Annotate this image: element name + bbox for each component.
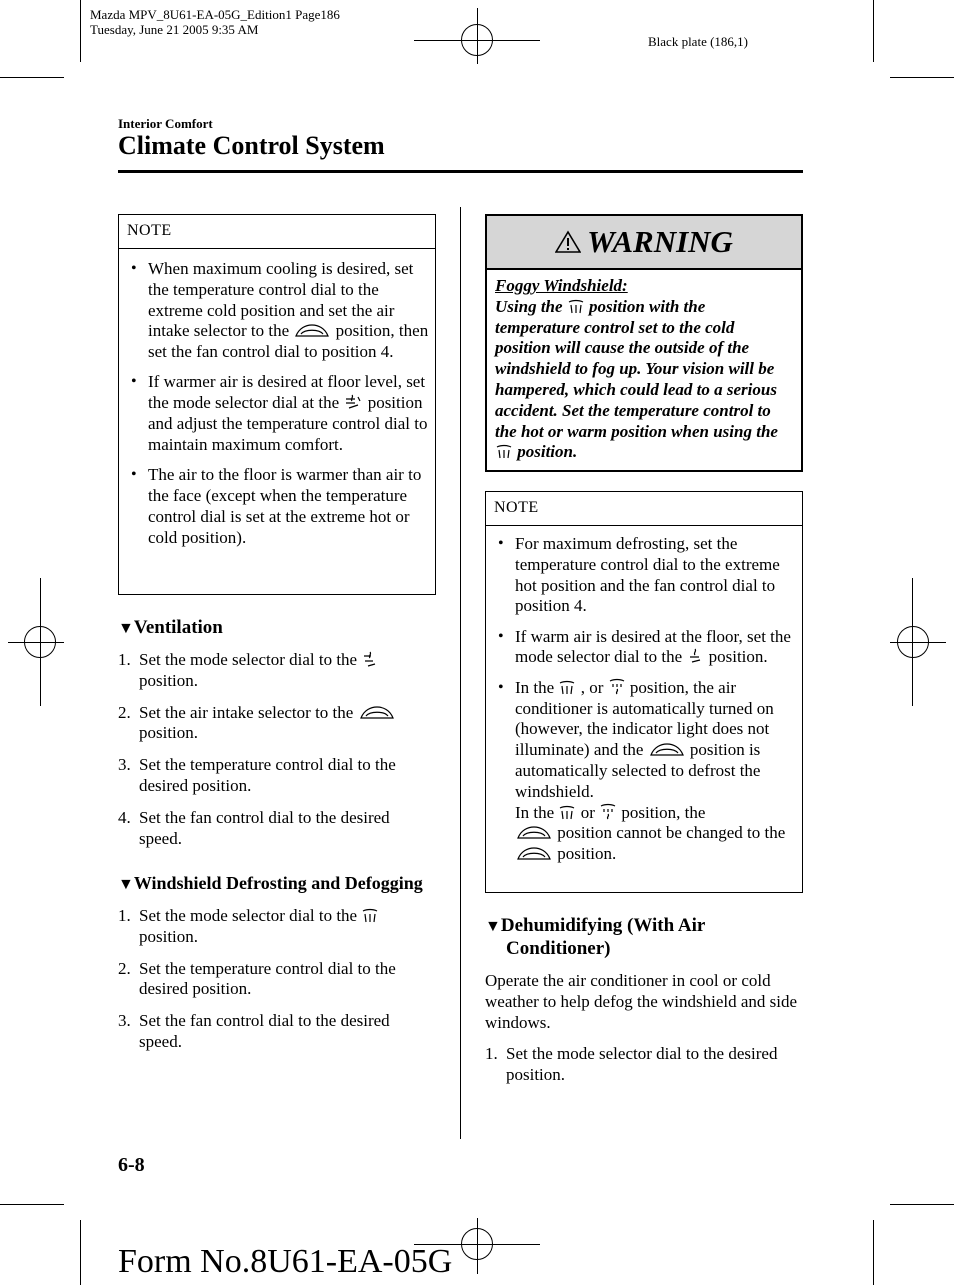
crop-mark bbox=[890, 1204, 954, 1205]
step-item bbox=[118, 1011, 436, 1053]
defrost-mode-icon bbox=[567, 299, 585, 315]
defrost-mode-icon bbox=[558, 680, 576, 696]
text-run: Set the fan control dial to the desired speed. bbox=[139, 807, 390, 848]
section-label: Interior Comfort bbox=[118, 116, 213, 131]
warning-subtitle: Foggy Windshield: bbox=[495, 276, 628, 295]
text-run: If warm air is desired at the floor, set the mode selector dial to the bbox=[515, 626, 791, 667]
dehumidify-heading-text: Dehumidifying (With Air bbox=[500, 915, 706, 936]
text-run: Set the mode selector dial to the desired position. bbox=[506, 1044, 778, 1084]
list-item bbox=[494, 534, 798, 617]
print-plate: Black plate (186,1) bbox=[648, 34, 748, 49]
text-run: , or bbox=[576, 677, 608, 697]
crop-mark bbox=[477, 1218, 478, 1274]
step-item bbox=[118, 650, 436, 692]
step-number: 1. bbox=[485, 1044, 498, 1063]
text-run: position with the temperature control set to the cold position will cause the outside of the windshield to fog up. Your vision will be hampered, which could lead to a serious accident. Set the temperature control to the hot or warm position when using the bbox=[495, 296, 778, 441]
step-item bbox=[118, 755, 436, 797]
outside-air-icon bbox=[515, 825, 553, 841]
text-run: Using the bbox=[495, 296, 567, 316]
text-run: position, the bbox=[617, 802, 706, 822]
text-run: Set the mode selector dial to the bbox=[139, 906, 362, 925]
defrost-steps bbox=[118, 906, 436, 1064]
outside-air-icon bbox=[358, 705, 396, 721]
crop-mark bbox=[912, 578, 913, 706]
text-run: position. bbox=[139, 723, 199, 743]
triangle-marker-icon: ▼ bbox=[485, 918, 501, 935]
note-heading: NOTE bbox=[119, 215, 435, 249]
step-item bbox=[485, 1044, 803, 1086]
text-run: In the bbox=[515, 677, 559, 697]
text-run: For maximum defrosting, set the temperature control dial to the extreme hot position and the fan control dial to position 4. bbox=[515, 534, 780, 616]
warning-triangle-icon bbox=[555, 230, 581, 254]
step-number: 3. bbox=[118, 1011, 131, 1031]
text-run: position, then set the fan control dial to position 4. bbox=[148, 321, 429, 362]
warning-box bbox=[485, 214, 803, 472]
note-heading: NOTE bbox=[486, 492, 802, 526]
page-title: Climate Control System bbox=[118, 131, 385, 160]
dehumidify-heading-text-2: Conditioner) bbox=[506, 938, 611, 959]
text-run: If warmer air is desired at floor level, set the mode selector dial at the bbox=[148, 372, 426, 413]
crop-mark bbox=[40, 578, 41, 706]
crop-mark bbox=[873, 0, 874, 62]
text-run: Set the mode selector dial to the bbox=[139, 650, 362, 669]
list-item bbox=[127, 465, 429, 548]
list-item bbox=[127, 372, 429, 455]
warning-text bbox=[495, 297, 793, 463]
section-heading-ventilation bbox=[118, 617, 223, 639]
outside-air-icon bbox=[648, 742, 686, 758]
defrost-mode-icon bbox=[361, 908, 379, 924]
recirc-air-icon bbox=[293, 323, 331, 339]
step-item bbox=[118, 959, 436, 1001]
note-box-2 bbox=[485, 491, 803, 893]
text-run: position, the air conditioner is automatically turned on (however, the indicator light does not illuminate) and the bbox=[515, 677, 774, 760]
step-number: 2. bbox=[118, 702, 131, 722]
crop-mark bbox=[0, 77, 64, 78]
step-number: 3. bbox=[118, 755, 131, 775]
list-item bbox=[494, 678, 798, 865]
step-item bbox=[118, 808, 436, 850]
floor-defrost-mode-icon bbox=[608, 678, 626, 696]
text-run: Set the temperature control dial to the desired position. bbox=[139, 755, 396, 795]
list-item bbox=[127, 259, 429, 363]
warning-header bbox=[487, 216, 801, 270]
crop-mark bbox=[890, 77, 954, 78]
text-run: position and adjust the temperature control dial to maintain maximum comfort. bbox=[148, 393, 428, 454]
text-run: position. bbox=[553, 844, 617, 864]
triangle-marker-icon: ▼ bbox=[118, 876, 134, 893]
text-run: or bbox=[576, 802, 600, 822]
warning-body bbox=[487, 270, 801, 463]
text-run: position. bbox=[139, 926, 199, 946]
text-run: position. bbox=[139, 670, 199, 690]
crop-mark bbox=[80, 0, 81, 62]
text-run: position is automatically selected to defrost the windshield. bbox=[515, 740, 761, 801]
step-number: 1. bbox=[118, 650, 131, 669]
list-item bbox=[494, 627, 798, 669]
note-box-1 bbox=[118, 214, 436, 595]
title-rule bbox=[118, 170, 803, 173]
section-heading-dehumidify bbox=[485, 915, 705, 960]
step-number: 1. bbox=[118, 906, 131, 925]
defrost-heading-text: Windshield Defrosting and Defogging bbox=[133, 873, 423, 893]
column-divider bbox=[460, 207, 461, 1139]
crop-mark bbox=[890, 642, 946, 643]
step-item bbox=[118, 906, 436, 948]
step-item bbox=[118, 703, 436, 745]
text-run: position. bbox=[704, 647, 768, 667]
note-list bbox=[486, 526, 802, 865]
bi-level-mode-icon bbox=[343, 393, 363, 411]
step-number: 2. bbox=[118, 958, 131, 978]
text-run: In the bbox=[515, 802, 559, 822]
triangle-marker-icon: ▼ bbox=[118, 620, 134, 637]
section-heading-defrost bbox=[118, 873, 423, 894]
text-run: position. bbox=[513, 442, 578, 462]
note-list bbox=[119, 249, 435, 548]
recirc-air-icon bbox=[515, 846, 553, 862]
warning-title: WARNING bbox=[587, 224, 733, 259]
page-number: 6-8 bbox=[118, 1154, 145, 1176]
crop-mark bbox=[8, 642, 64, 643]
defrost-mode-icon bbox=[495, 444, 513, 460]
floor-mode-icon bbox=[686, 647, 704, 665]
vent-mode-icon bbox=[361, 650, 379, 668]
step-number: 4. bbox=[118, 807, 131, 827]
ventilation-steps bbox=[118, 650, 436, 860]
dehumidify-paragraph: Operate the air conditioner in cool or cold weather to help defog the windshield and side windows. bbox=[485, 971, 798, 1032]
defrost-mode-icon bbox=[558, 805, 576, 821]
text-run: position cannot be changed to the bbox=[553, 823, 786, 843]
form-number: Form No.8U61-EA-05G bbox=[118, 1243, 453, 1280]
crop-mark bbox=[80, 1220, 81, 1285]
dehumidify-steps bbox=[485, 1044, 803, 1097]
print-header-line2: Tuesday, June 21 2005 9:35 AM bbox=[90, 22, 259, 37]
crop-mark bbox=[873, 1220, 874, 1285]
text-run: Set the fan control dial to the desired speed. bbox=[139, 1011, 390, 1051]
print-header-line1: Mazda MPV_8U61-EA-05G_Edition1 Page186 bbox=[90, 7, 340, 22]
crop-mark bbox=[0, 1204, 64, 1205]
text-run: Set the temperature control dial to the desired position. bbox=[139, 958, 396, 999]
text-run: When maximum cooling is desired, set the temperature control dial to the extreme cold position and set the air intake selector to the bbox=[148, 259, 414, 341]
crop-mark bbox=[477, 8, 478, 64]
ventilation-heading-text: Ventilation bbox=[133, 617, 223, 638]
floor-defrost-mode-icon bbox=[599, 803, 617, 821]
text-run: The air to the floor is warmer than air to the face (except when the temperature control dial is set at the extreme hot or cold position). bbox=[148, 465, 422, 547]
text-run: Set the air intake selector to the bbox=[139, 702, 358, 722]
